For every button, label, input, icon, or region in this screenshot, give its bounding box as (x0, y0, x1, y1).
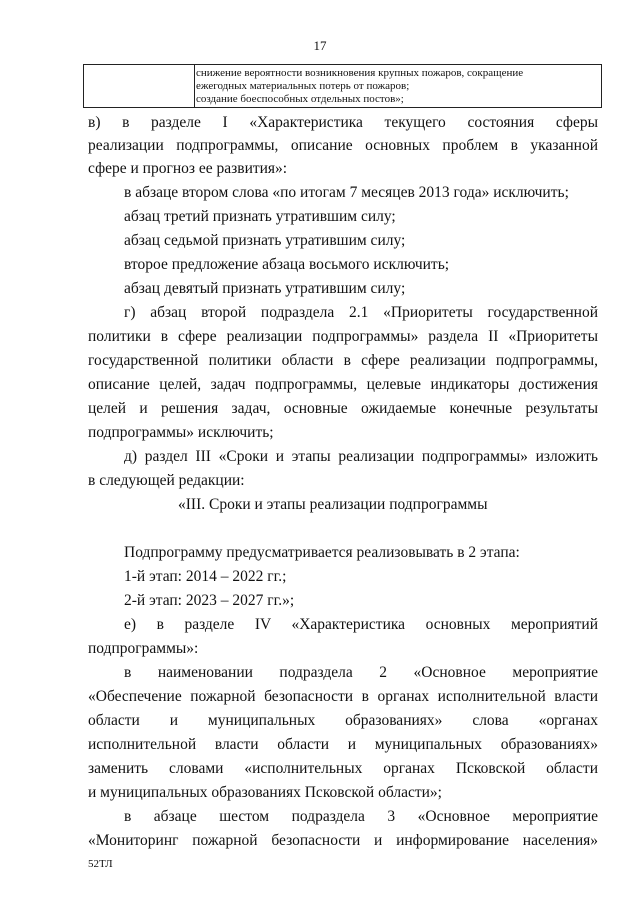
table-cell-text (196, 67, 600, 106)
text-line: в следующей редакции: (88, 472, 245, 489)
text-line: политики в сфере реализации подпрограммы» раздела II «Приоритеты (88, 328, 598, 345)
text-line: 1-й этап: 2014 – 2022 гг.; (124, 568, 287, 585)
text-line: сфере и прогноз ее развития»: (88, 160, 288, 177)
text-line: реализации подпрограммы, описание основных проблем в указанной (88, 137, 598, 154)
text-line: подпрограммы»: (88, 640, 199, 657)
text-line: целей и решения задач, основные ожидаемые конечные результаты (88, 400, 598, 417)
text-line: в наименовании подраздела 2 «Основное мероприятие (124, 664, 598, 681)
text-line: в абзаце шестом подраздела 3 «Основное мероприятие (124, 808, 598, 825)
table-line: ежегодных материальных потерь от пожаров; (196, 80, 410, 92)
text-line: «Мониторинг пожарной безопасности и информирование населения» (88, 832, 598, 849)
text-line: абзац девятый признать утратившим силу; (124, 280, 406, 297)
text-line: в) в разделе I «Характеристика текущего состояния сферы (88, 114, 598, 131)
text-line: области и муниципальных образованиях» слова «органах (88, 712, 598, 729)
footer-code: 52ТЛ (88, 858, 113, 870)
section-heading: «III. Сроки и этапы реализации подпрограммы (178, 496, 488, 513)
text-line: 2-й этап: 2023 – 2027 гг.»; (124, 592, 295, 609)
page-number: 17 (313, 38, 327, 53)
text-line: д) раздел III «Сроки и этапы реализации подпрограммы» изложить (124, 448, 598, 465)
table-line: создание боеспособных отдельных постов»; (196, 93, 404, 105)
text-line: абзац седьмой признать утратившим силу; (124, 232, 406, 249)
text-line: описание целей, задач подпрограммы, целевые индикаторы достижения (88, 376, 598, 393)
table-fragment (83, 64, 602, 108)
text-line: Подпрограмму предусматривается реализовывать в 2 этапа: (124, 544, 520, 561)
text-line: второе предложение абзаца восьмого исключить; (124, 256, 450, 273)
text-line: г) абзац второй подраздела 2.1 «Приоритеты государственной (124, 304, 598, 321)
text-line: государственной политики области в сфере реализации подпрограммы, (88, 352, 598, 369)
text-line: абзац третий признать утратившим силу; (124, 208, 396, 225)
text-line: «Обеспечение пожарной безопасности в органах исполнительной власти (88, 688, 598, 705)
text-line: подпрограммы» исключить; (88, 424, 274, 441)
text-line: е) в разделе IV «Характеристика основных мероприятий (124, 616, 598, 633)
text-line: и муниципальных образованиях Псковской области»; (88, 784, 442, 801)
table-line: снижение вероятности возникновения крупных пожаров, сокращение (196, 67, 524, 79)
text-line: в абзаце втором слова «по итогам 7 месяцев 2013 года» исключить; (124, 184, 569, 201)
text-line: исполнительной власти области и муниципальных образованиях» (88, 736, 598, 753)
text-line: заменить словами «исполнительных органах Псковской области (88, 760, 598, 777)
table-cell-empty (84, 65, 195, 107)
